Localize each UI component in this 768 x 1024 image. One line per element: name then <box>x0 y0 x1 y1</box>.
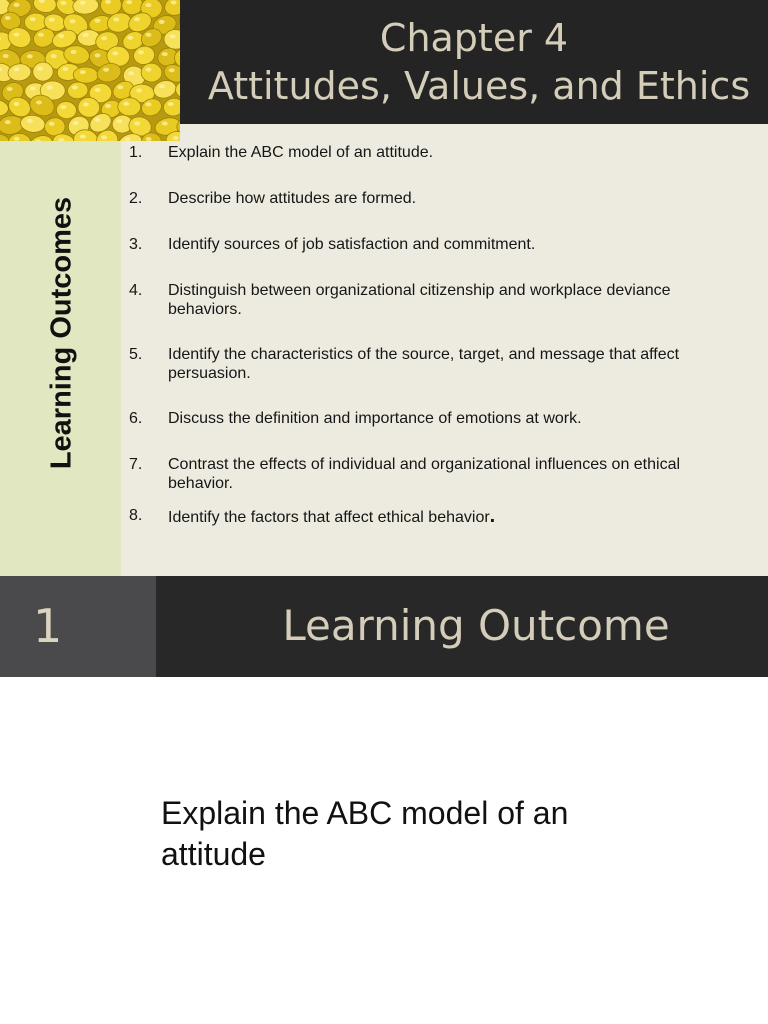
lemon-highlight <box>95 118 101 122</box>
lemon-highlight <box>71 50 77 54</box>
outcome-number: 1 <box>33 599 63 653</box>
lemon-highlight <box>62 67 68 71</box>
list-item-number: 5. <box>129 346 143 363</box>
lemon-highlight <box>30 17 36 21</box>
lemon-highlight <box>162 122 168 126</box>
chapter-title <box>180 14 768 110</box>
lemon-highlight <box>60 1 66 5</box>
chapter-title-line1: Chapter 4 <box>379 16 569 60</box>
lemon-highlight <box>27 119 33 123</box>
lemon-highlight <box>27 54 33 58</box>
lemon-highlight <box>117 85 123 89</box>
lemon-highlight <box>95 88 101 92</box>
lemon-highlight <box>105 0 111 4</box>
lemon-highlight <box>60 105 66 109</box>
lemon-highlight <box>128 71 134 75</box>
lemon-highlight <box>170 34 176 38</box>
list-item-text: Identify the characteristics of the source, target, and message that affect persuasion. <box>168 346 680 382</box>
list-item-number: 8. <box>129 507 143 524</box>
lemon-highlight <box>95 53 101 57</box>
lemon-highlight <box>80 1 86 5</box>
lemon-highlight <box>123 102 129 106</box>
list-item-text: Discuss the definition and importance of emotions at work. <box>168 410 582 427</box>
lemon-highlight <box>83 33 89 37</box>
lemon-highlight <box>38 33 44 37</box>
lemon-highlight <box>36 101 42 105</box>
lemon-highlight <box>30 87 36 91</box>
lemon-highlight <box>95 19 101 23</box>
outcome-body-text: Explain the ABC model of an attitude <box>161 795 569 872</box>
list-item-text: Explain the ABC model of an attitude. <box>168 144 434 161</box>
list-item-text: Identify sources of job satisfaction and commitment. <box>168 236 536 253</box>
lemon-highlight <box>136 88 142 92</box>
lemon-highlight <box>83 102 89 106</box>
lemon-highlight <box>5 16 11 20</box>
lemon-highlight <box>14 33 20 37</box>
lemon-highlight <box>49 122 55 126</box>
lemon-highlight <box>3 54 9 58</box>
list-item-text-main: Identify the factors that affect ethical behavior <box>168 509 490 526</box>
lemon-highlight <box>58 34 64 38</box>
list-item-number: 7. <box>129 456 143 473</box>
lemon-highlight <box>7 87 13 91</box>
outcome-heading-bar <box>156 576 768 677</box>
lemon-highlight <box>116 119 122 123</box>
lemon-highlight <box>5 120 11 124</box>
lemon-highlight <box>162 52 168 56</box>
lemon-highlight <box>146 33 152 37</box>
list-item-text <box>168 507 743 528</box>
lemon-highlight <box>103 68 109 72</box>
list-item-text: Describe how attitudes are formed. <box>168 190 417 207</box>
list-item-number: 1. <box>129 144 143 161</box>
list-item-number: 4. <box>129 282 143 299</box>
list-item-period: . <box>489 505 496 527</box>
lemon-highlight <box>127 36 133 40</box>
lemon-highlight <box>146 68 152 72</box>
lemon-highlight <box>113 18 119 22</box>
lemon-highlight <box>138 50 144 54</box>
lemon-highlight <box>146 137 152 141</box>
lemon-highlight <box>101 135 107 139</box>
lemon-highlight <box>80 135 86 139</box>
lemon-highlight <box>14 102 20 106</box>
lemon-highlight <box>112 51 118 55</box>
list-item-text: Distinguish between organizational citizenship and workplace deviance behaviors. <box>168 282 671 318</box>
lemon-highlight <box>101 36 107 40</box>
lemon-highlight <box>14 3 20 7</box>
lemon-highlight <box>80 70 86 74</box>
lemon-highlight <box>134 17 140 21</box>
title-bar <box>180 0 768 124</box>
list-item-number: 6. <box>129 410 143 427</box>
outcome-number-box <box>0 576 156 677</box>
lemon-highlight <box>37 67 43 71</box>
lemon-highlight <box>105 104 111 108</box>
learning-outcomes-label: Learning Outcomes <box>45 196 78 470</box>
lemons-photo <box>0 0 180 141</box>
lemon-highlight <box>159 84 165 88</box>
slide-learning-outcome-1 <box>0 576 768 1024</box>
lemon-highlight <box>134 121 140 125</box>
list-item-number: 3. <box>129 236 143 253</box>
lemon-highlight <box>159 20 165 24</box>
lemon-highlight <box>169 68 175 72</box>
lemon-highlight <box>49 18 55 22</box>
lemon-highlight <box>171 1 177 5</box>
lemon-highlight <box>47 86 53 90</box>
lemon-highlight <box>146 102 152 106</box>
lemon-highlight <box>51 54 57 58</box>
chapter-title-line2: Attitudes, Values, and Ethics <box>207 64 751 108</box>
lemon-highlight <box>14 67 20 71</box>
lemon-highlight <box>70 19 76 23</box>
list-item-number: 2. <box>129 190 143 207</box>
list-item-text: Contrast the effects of individual and organizational influences on ethical behavior. <box>168 456 681 492</box>
lemon-shape <box>117 97 141 116</box>
lemon-highlight <box>72 85 78 89</box>
lemon-highlight <box>168 102 174 106</box>
outcome-heading: Learning Outcome <box>282 601 670 650</box>
lemon-highlight <box>146 3 152 7</box>
lemon-highlight <box>73 121 79 125</box>
lemon-highlight <box>173 136 179 140</box>
lemon-highlight <box>126 0 132 4</box>
